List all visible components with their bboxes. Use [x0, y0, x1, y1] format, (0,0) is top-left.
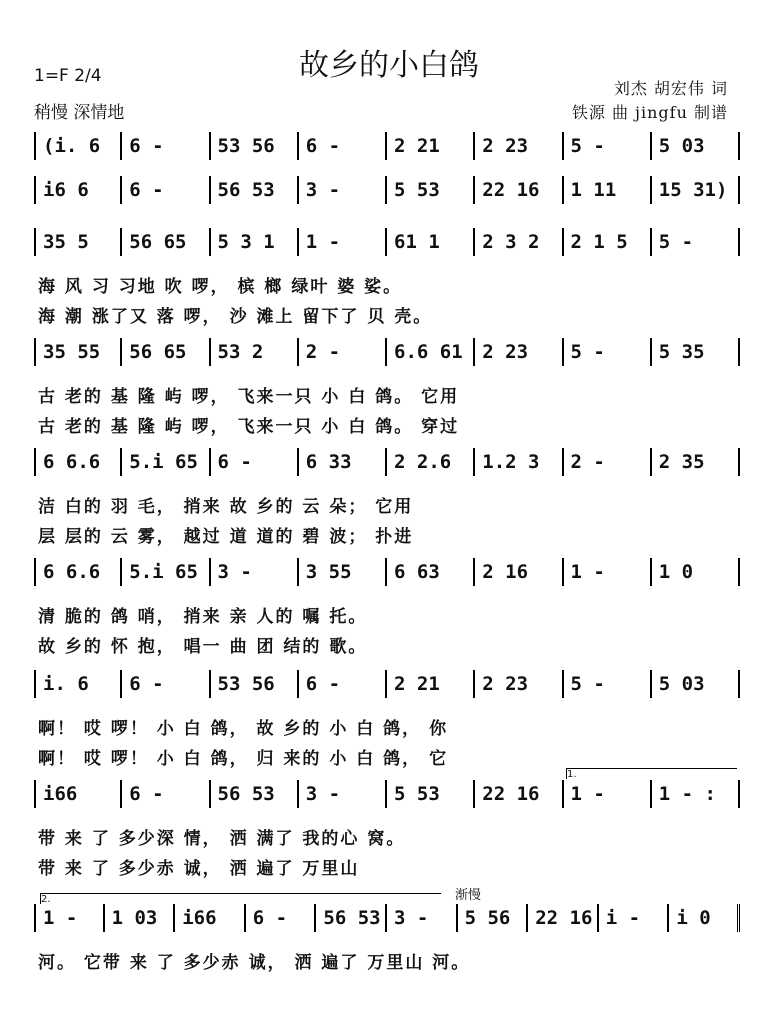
measure: 6 - — [122, 670, 210, 698]
lyric-line: 带 来 了 多少深 情， 洒 满了 我的心 窝。 — [38, 829, 406, 849]
measure: 6 - — [299, 132, 387, 160]
staff-line — [0, 448, 778, 476]
measure: 1 03 — [105, 904, 176, 932]
measure: 6 - — [122, 132, 210, 160]
measure: 2 23 — [475, 132, 563, 160]
measure: 5.i 65 — [122, 448, 210, 476]
measure: 53 56 — [211, 132, 299, 160]
measure: 1 - — [299, 228, 387, 256]
measure: 5 - — [564, 132, 652, 160]
lyric-line: 层 层的 云 雾， 越过 道 道的 碧 波； 扑进 — [38, 527, 414, 547]
measure: 2 35 — [652, 448, 740, 476]
measure: 56 53 — [211, 176, 299, 204]
measure: 2 - — [564, 448, 652, 476]
tempo-marking: 稍慢 深情地 — [34, 103, 125, 123]
measure: 22 16 — [528, 904, 599, 932]
measure: 2 16 — [475, 558, 563, 586]
lyric-line: 带 来 了 多少赤 诚， 洒 遍了 万里山 — [38, 859, 360, 879]
measure: i66 — [175, 904, 246, 932]
measure: 56 65 — [122, 338, 210, 366]
volta-second-ending: 2. — [40, 893, 441, 904]
measure: 2 23 — [475, 670, 563, 698]
measure: 1 11 — [564, 176, 652, 204]
lyricist-credit: 刘杰 胡宏伟 词 — [613, 79, 728, 98]
measure: 1 0 — [652, 558, 740, 586]
staff-line — [0, 228, 778, 256]
measure: 6 33 — [299, 448, 387, 476]
staff-line — [0, 176, 778, 204]
measure: 22 16 — [475, 176, 563, 204]
measure: 2 2.6 — [387, 448, 475, 476]
lyric-line: 河。 它带 来 了 多少赤 诚， 洒 遍了 万里山 河。 — [38, 953, 471, 973]
measure: 5 53 — [387, 176, 475, 204]
measure: 53 56 — [211, 670, 299, 698]
staff-line — [0, 904, 778, 932]
measure: 1 - — [564, 780, 652, 808]
lyric-line: 清 脆的 鸽 哨， 捎来 亲 人的 嘱 托。 — [38, 607, 368, 627]
measure: 6 63 — [387, 558, 475, 586]
measure: 6 - — [299, 670, 387, 698]
key-signature: 1=F 2/4 — [34, 66, 102, 86]
measure: 53 2 — [211, 338, 299, 366]
measure: 6.6 61 — [387, 338, 475, 366]
measure: 5 56 — [458, 904, 529, 932]
measure: 6 6.6 — [34, 558, 122, 586]
measure: 6 - — [122, 176, 210, 204]
staff-line — [0, 558, 778, 586]
lyric-line: 故 乡的 怀 抱， 唱一 曲 团 结的 歌。 — [38, 637, 368, 657]
measure: 1 - — [564, 558, 652, 586]
measure: 2 21 — [387, 132, 475, 160]
measure: 2 - — [299, 338, 387, 366]
measure: i6 6 — [34, 176, 122, 204]
measure: 5 - — [652, 228, 740, 256]
measure: 1 - — [34, 904, 105, 932]
measure: 6 - — [246, 904, 317, 932]
lyric-line: 海 风 习 习地 吹 啰， 槟 榔 绿叶 婆 娑。 — [38, 277, 403, 297]
measure: 61 1 — [387, 228, 475, 256]
composer-credit: 铁源 曲 jingfu 制谱 — [571, 103, 728, 122]
measure: 5 3 1 — [211, 228, 299, 256]
measure: 5 - — [564, 338, 652, 366]
measure: 2 21 — [387, 670, 475, 698]
measure: 5 35 — [652, 338, 740, 366]
measure: i66 — [34, 780, 122, 808]
staff-line — [0, 132, 778, 160]
measure: 2 23 — [475, 338, 563, 366]
measure: 3 - — [387, 904, 458, 932]
measure: 15 31) — [652, 176, 740, 204]
measure: (i. 6 — [34, 132, 122, 160]
measure: 56 53 — [211, 780, 299, 808]
measure: i - — [599, 904, 670, 932]
measure: 6 6.6 — [34, 448, 122, 476]
staff-line — [0, 780, 778, 808]
lyric-line: 古 老的 基 隆 屿 啰， 飞来一只 小 白 鸽。 穿过 — [38, 417, 460, 437]
measure: 6 - — [122, 780, 210, 808]
measure: 22 16 — [475, 780, 563, 808]
measure: 35 55 — [34, 338, 122, 366]
measure: 6 - — [211, 448, 299, 476]
measure: 5 53 — [387, 780, 475, 808]
lyric-line: 啊！ 哎 啰！ 小 白 鸽， 归 来的 小 白 鸽， 它 — [38, 749, 449, 769]
lyric-line: 洁 白的 羽 毛， 捎来 故 乡的 云 朵； 它用 — [38, 497, 414, 517]
measure: 3 - — [299, 780, 387, 808]
measure: 2 1 5 — [564, 228, 652, 256]
measure: 3 - — [299, 176, 387, 204]
measure: i. 6 — [34, 670, 122, 698]
measure: 5 03 — [652, 670, 740, 698]
measure: 5.i 65 — [122, 558, 210, 586]
measure: 35 5 — [34, 228, 122, 256]
measure: 1.2 3 — [475, 448, 563, 476]
lyric-line: 古 老的 基 隆 屿 啰， 飞来一只 小 白 鸽。 它用 — [38, 387, 460, 407]
lyric-line: 啊！ 哎 啰！ 小 白 鸽， 故 乡的 小 白 鸽， 你 — [38, 719, 449, 739]
staff-line — [0, 670, 778, 698]
measure: 56 65 — [122, 228, 210, 256]
measure: i 0 — [669, 904, 740, 932]
measure: 5 - — [564, 670, 652, 698]
measure: 3 - — [211, 558, 299, 586]
measure: 5 03 — [652, 132, 740, 160]
volta-first-ending: 1. — [566, 768, 737, 779]
song-title: 故乡的小白鸽 — [299, 48, 479, 83]
staff-line — [0, 338, 778, 366]
measure: 1 - : — [652, 780, 740, 808]
measure: 2 3 2 — [475, 228, 563, 256]
lyric-line: 海 潮 涨了又 落 啰， 沙 滩上 留下了 贝 壳。 — [38, 307, 433, 327]
measure: 3 55 — [299, 558, 387, 586]
measure: 56 53 — [316, 904, 387, 932]
ritardando-marking: 渐慢 — [455, 888, 482, 903]
